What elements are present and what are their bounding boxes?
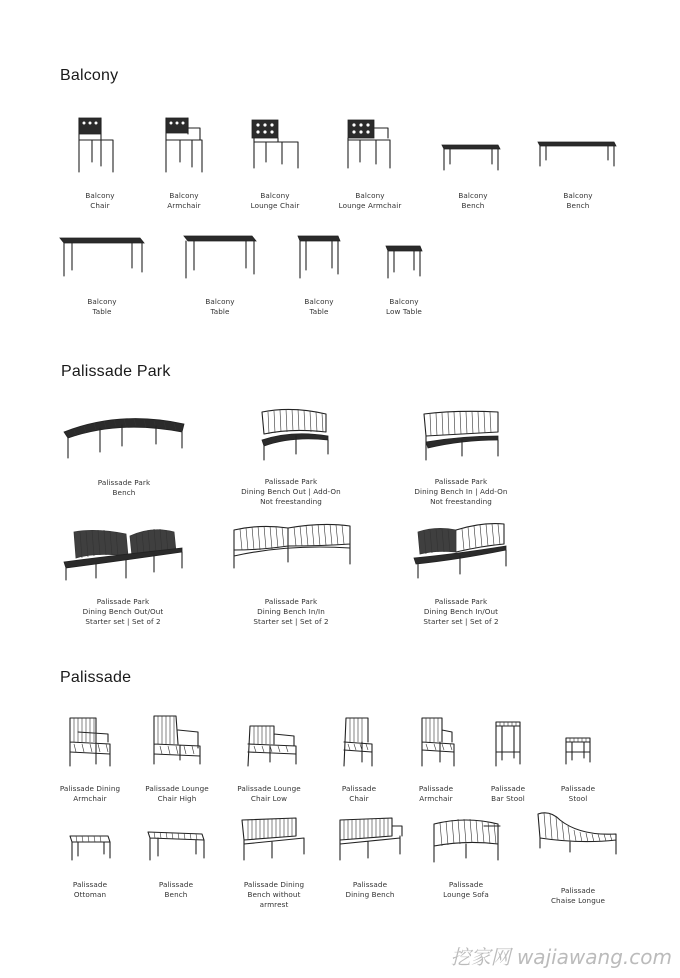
balcony-bench-drawing: [436, 112, 510, 174]
product-palissade-dining-bench[interactable]: [332, 814, 408, 899]
balcony-table-drawing: [292, 226, 346, 282]
product-palissade-chaise-longue[interactable]: [530, 808, 626, 905]
caption: Palissade Lounge Chair High: [145, 784, 209, 803]
caption: Palissade Chaise Longue: [550, 886, 606, 905]
section-title-palissade-park: Palissade Park: [61, 363, 171, 380]
palissade-park-dining-bench-in-out-drawing: [406, 518, 516, 580]
product-balcony-table-large[interactable]: [56, 226, 148, 316]
caption: Balcony Bench: [563, 191, 593, 210]
palissade-park-dining-bench-in-in-drawing: [226, 520, 356, 580]
product-balcony-lounge-armchair[interactable]: [330, 112, 410, 210]
product-palissade-ottoman[interactable]: [62, 826, 118, 899]
caption: Palissade Dining Armchair: [59, 784, 121, 803]
caption: Palissade Lounge Chair Low: [237, 784, 301, 803]
caption: Palissade Dining Bench: [345, 880, 395, 899]
caption: Balcony Bench: [458, 191, 488, 210]
caption: Palissade Bench: [158, 880, 194, 899]
caption: Palissade Lounge Sofa: [443, 880, 489, 899]
caption: Palissade Park Dining Bench In | Add-On Not freestanding: [414, 477, 508, 506]
palissade-dining-armchair-drawing: [56, 712, 124, 770]
balcony-low-table-drawing: [378, 226, 430, 282]
caption: Palissade Park Bench: [97, 478, 151, 497]
caption: Balcony Low Table: [386, 297, 422, 316]
watermark: 挖家网 wajiawang.com: [450, 945, 672, 969]
palissade-park-dining-bench-out-drawing: [236, 404, 346, 466]
balcony-bench-drawing: [532, 112, 624, 174]
product-balcony-bench-long[interactable]: [532, 112, 624, 210]
caption: Palissade Park Dining Bench Out/Out Starter set | Set of 2: [82, 597, 164, 626]
product-palissade-dining-armchair[interactable]: [56, 712, 124, 803]
palissade-park-dining-bench-out-out-drawing: [56, 524, 190, 584]
product-balcony-low-table[interactable]: [378, 226, 430, 316]
palissade-dining-bench-drawing: [332, 814, 408, 866]
product-palissade-park-dining-bench-in-out[interactable]: [406, 518, 516, 626]
palissade-park-dining-bench-in-drawing: [406, 404, 516, 466]
product-palissade-lounge-chair-low[interactable]: [234, 716, 304, 803]
product-balcony-armchair[interactable]: [154, 112, 214, 210]
caption: Palissade Park Dining Bench In/Out Starter set | Set of 2: [423, 597, 499, 626]
caption: Balcony Lounge Armchair: [338, 191, 402, 210]
palissade-lounge-chair-low-drawing: [234, 716, 304, 770]
product-balcony-lounge-chair[interactable]: [240, 112, 310, 210]
section-title-balcony: Balcony: [60, 67, 119, 84]
palissade-lounge-sofa-drawing: [426, 814, 506, 866]
product-palissade-park-bench[interactable]: [60, 408, 188, 497]
caption: Palissade Bar Stool: [490, 784, 526, 803]
product-balcony-table-medium[interactable]: [180, 226, 260, 316]
palissade-dining-bench-without-armrest-drawing: [232, 814, 316, 866]
caption: Palissade Stool: [560, 784, 596, 803]
palissade-stool-drawing: [554, 730, 602, 770]
caption: Balcony Table: [87, 297, 117, 316]
caption: Palissade Ottoman: [72, 880, 108, 899]
balcony-lounge-armchair-drawing: [330, 112, 410, 174]
balcony-lounge-chair-drawing: [240, 112, 310, 174]
product-palissade-stool[interactable]: [554, 730, 602, 803]
palissade-park-bench-drawing: [60, 408, 188, 464]
product-palissade-lounge-chair-high[interactable]: [140, 708, 214, 803]
caption: Palissade Armchair: [418, 784, 454, 803]
balcony-table-drawing: [180, 226, 260, 282]
product-balcony-table-small[interactable]: [292, 226, 346, 316]
caption: Palissade Chair: [341, 784, 377, 803]
product-palissade-lounge-sofa[interactable]: [426, 814, 506, 899]
caption: Palissade Dining Bench without armrest: [243, 880, 305, 909]
palissade-ottoman-drawing: [62, 826, 118, 866]
product-palissade-park-dining-bench-out[interactable]: [236, 404, 346, 506]
caption: Palissade Park Dining Bench In/In Starter set | Set of 2: [253, 597, 329, 626]
product-palissade-chair[interactable]: [332, 712, 386, 803]
caption: Balcony Lounge Chair: [250, 191, 300, 210]
caption: Balcony Table: [205, 297, 235, 316]
palissade-chaise-longue-drawing: [530, 808, 626, 864]
palissade-lounge-chair-high-drawing: [140, 708, 214, 770]
caption: Palissade Park Dining Bench Out | Add-On Not freestanding: [241, 477, 341, 506]
palissade-chair-drawing: [332, 712, 386, 770]
caption: Balcony Chair: [85, 191, 115, 210]
balcony-armchair-drawing: [154, 112, 214, 174]
palissade-bench-drawing: [140, 826, 212, 866]
section-title-palissade: Palissade: [60, 669, 132, 686]
product-palissade-park-dining-bench-out-out[interactable]: [56, 524, 190, 626]
caption: Balcony Armchair: [167, 191, 201, 210]
balcony-table-drawing: [56, 226, 148, 282]
product-balcony-bench-short[interactable]: [436, 112, 510, 210]
product-palissade-bench[interactable]: [140, 826, 212, 899]
palissade-armchair-drawing: [408, 712, 464, 770]
product-palissade-park-dining-bench-in[interactable]: [406, 404, 516, 506]
palissade-bar-stool-drawing: [484, 714, 532, 770]
product-palissade-bar-stool[interactable]: [484, 714, 532, 803]
product-balcony-chair[interactable]: [70, 112, 130, 210]
caption: Balcony Table: [304, 297, 334, 316]
product-palissade-armchair[interactable]: [408, 712, 464, 803]
product-palissade-dining-bench-without-armrest[interactable]: [232, 814, 316, 909]
product-palissade-park-dining-bench-in-in[interactable]: [226, 520, 356, 626]
balcony-chair-drawing: [70, 112, 130, 174]
